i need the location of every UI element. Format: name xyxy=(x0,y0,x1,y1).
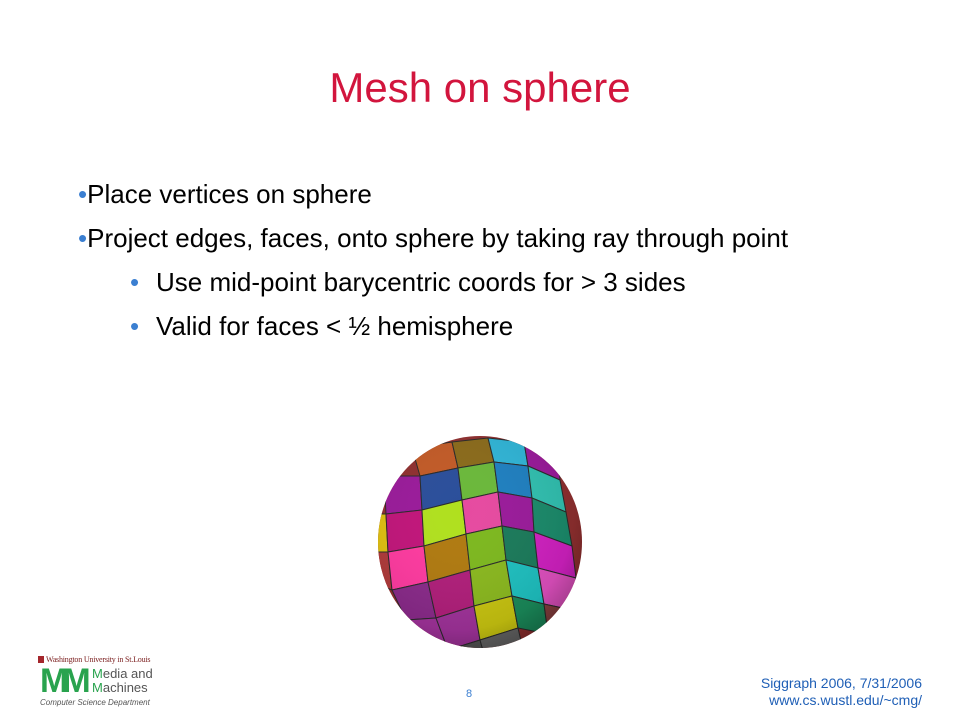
footer xyxy=(761,675,922,709)
sphere-mesh-image xyxy=(362,428,598,654)
sub-bullet-item xyxy=(78,308,878,344)
bullet-list xyxy=(78,176,878,352)
university-logo xyxy=(38,655,162,709)
logo-initials: MM xyxy=(40,662,85,700)
sub-bullet-text: Valid for faces < ½ hemisphere xyxy=(156,311,514,341)
logo-words: Media and Machines xyxy=(92,666,153,695)
sub-bullet-mark: • xyxy=(130,311,140,341)
footer-url: www.cs.wustl.edu/~cmg/ xyxy=(769,692,922,708)
slide-title: Mesh on sphere xyxy=(329,64,631,111)
university-name: Washington University in St.Louis xyxy=(38,655,150,664)
sub-bullet-text: Use mid-point barycentric coords for > 3 sides xyxy=(156,267,686,297)
bullet-mark: • xyxy=(78,179,88,209)
footer-event: Siggraph 2006, 7/31/2006 xyxy=(760,675,922,691)
bullet-mark: • xyxy=(78,223,88,253)
page-number: 8 xyxy=(466,688,473,700)
bullet-item xyxy=(78,176,878,212)
sub-bullet-mark: • xyxy=(130,267,140,297)
bullet-text: Place vertices on sphere xyxy=(87,179,372,209)
bullet-text: Project edges, faces, onto sphere by taking ray through point xyxy=(87,223,789,253)
department-name: Computer Science Department xyxy=(40,698,150,707)
sub-bullet-item xyxy=(78,264,878,300)
bullet-item xyxy=(78,220,878,256)
